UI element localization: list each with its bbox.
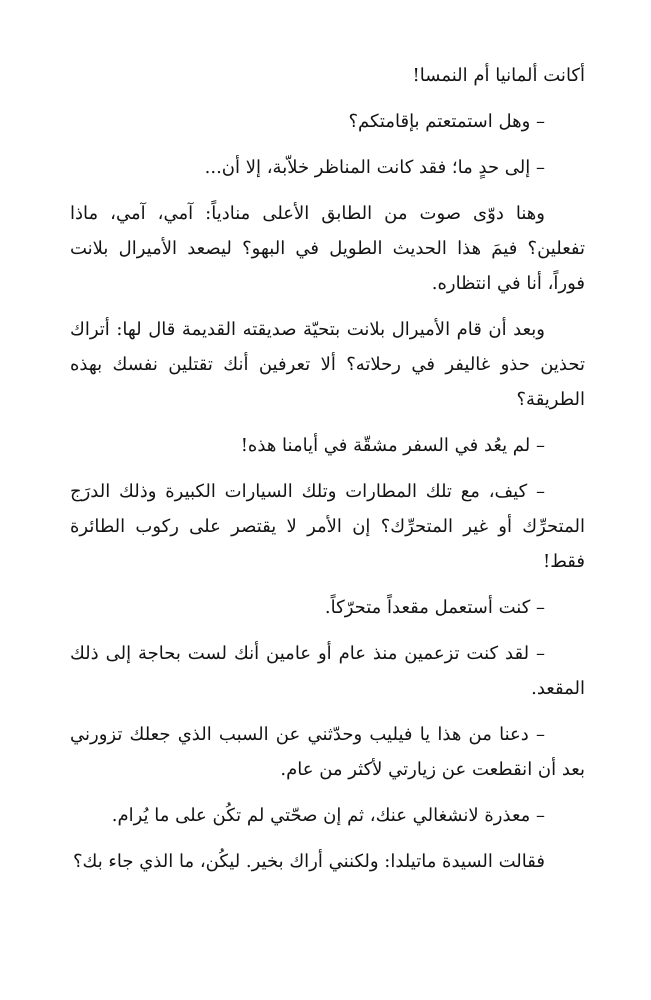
paragraph-11: – معذرة لانشغالي عنك، ثم إن صحّتي لم تكُن على ما يُرام. bbox=[111, 805, 545, 826]
paragraph-7: – كيف، مع تلك المطارات وتلك السيارات الكبيرة وذلك الدرَج المتحرِّك أو غير المتحرِّك؟ إن الأمر لا يقتصر على ركوب الطائرة فقط! bbox=[70, 481, 585, 572]
paragraph-2: – وهل استمتعتم بإقامتكم؟ bbox=[348, 111, 545, 132]
paragraph-6: – لم يعُد في السفر مشقّة في أيامنا هذه! bbox=[240, 435, 545, 456]
paragraph-12: فقالت السيدة ماتيلدا: ولكنني أراك بخير. ليكُن، ما الذي جاء بك؟ bbox=[72, 851, 545, 872]
paragraph-8: – كنت أستعمل مقعداً متحرّكاً. bbox=[324, 597, 545, 618]
paragraph-9: – لقد كنت تزعمين منذ عام أو عامين أنك لست بحاجة إلى ذلك المقعد. bbox=[70, 643, 585, 699]
paragraph-3: – إلى حدٍ ما؛ فقد كانت المناظر خلاّبة، إلا أن... bbox=[204, 157, 545, 178]
paragraph-4: وهنا دوّى صوت من الطابق الأعلى منادياً: آمي، آمي، ماذا تفعلين؟ فيمَ هذا الحديث الطويل في البهو؟ ليصعد الأميرال بلانت فوراً، أنا في انتظاره. bbox=[70, 203, 585, 294]
book-page-text bbox=[70, 58, 585, 890]
paragraph-5: وبعد أن قام الأميرال بلانت بتحيّة صديقته القديمة قال لها: أتراك تحذين حذو غاليفر في رحلاته؟ ألا تعرفين أنك تقتلين نفسك بهذه الطريقة؟ bbox=[70, 319, 585, 410]
paragraph-1: أكانت ألمانيا أم النمسا! bbox=[412, 65, 585, 86]
paragraph-10: – دعنا من هذا يا فيليب وحدّثني عن السبب الذي جعلك تزورني بعد أن انقطعت عن زيارتي لأكثر من عام. bbox=[70, 724, 585, 780]
